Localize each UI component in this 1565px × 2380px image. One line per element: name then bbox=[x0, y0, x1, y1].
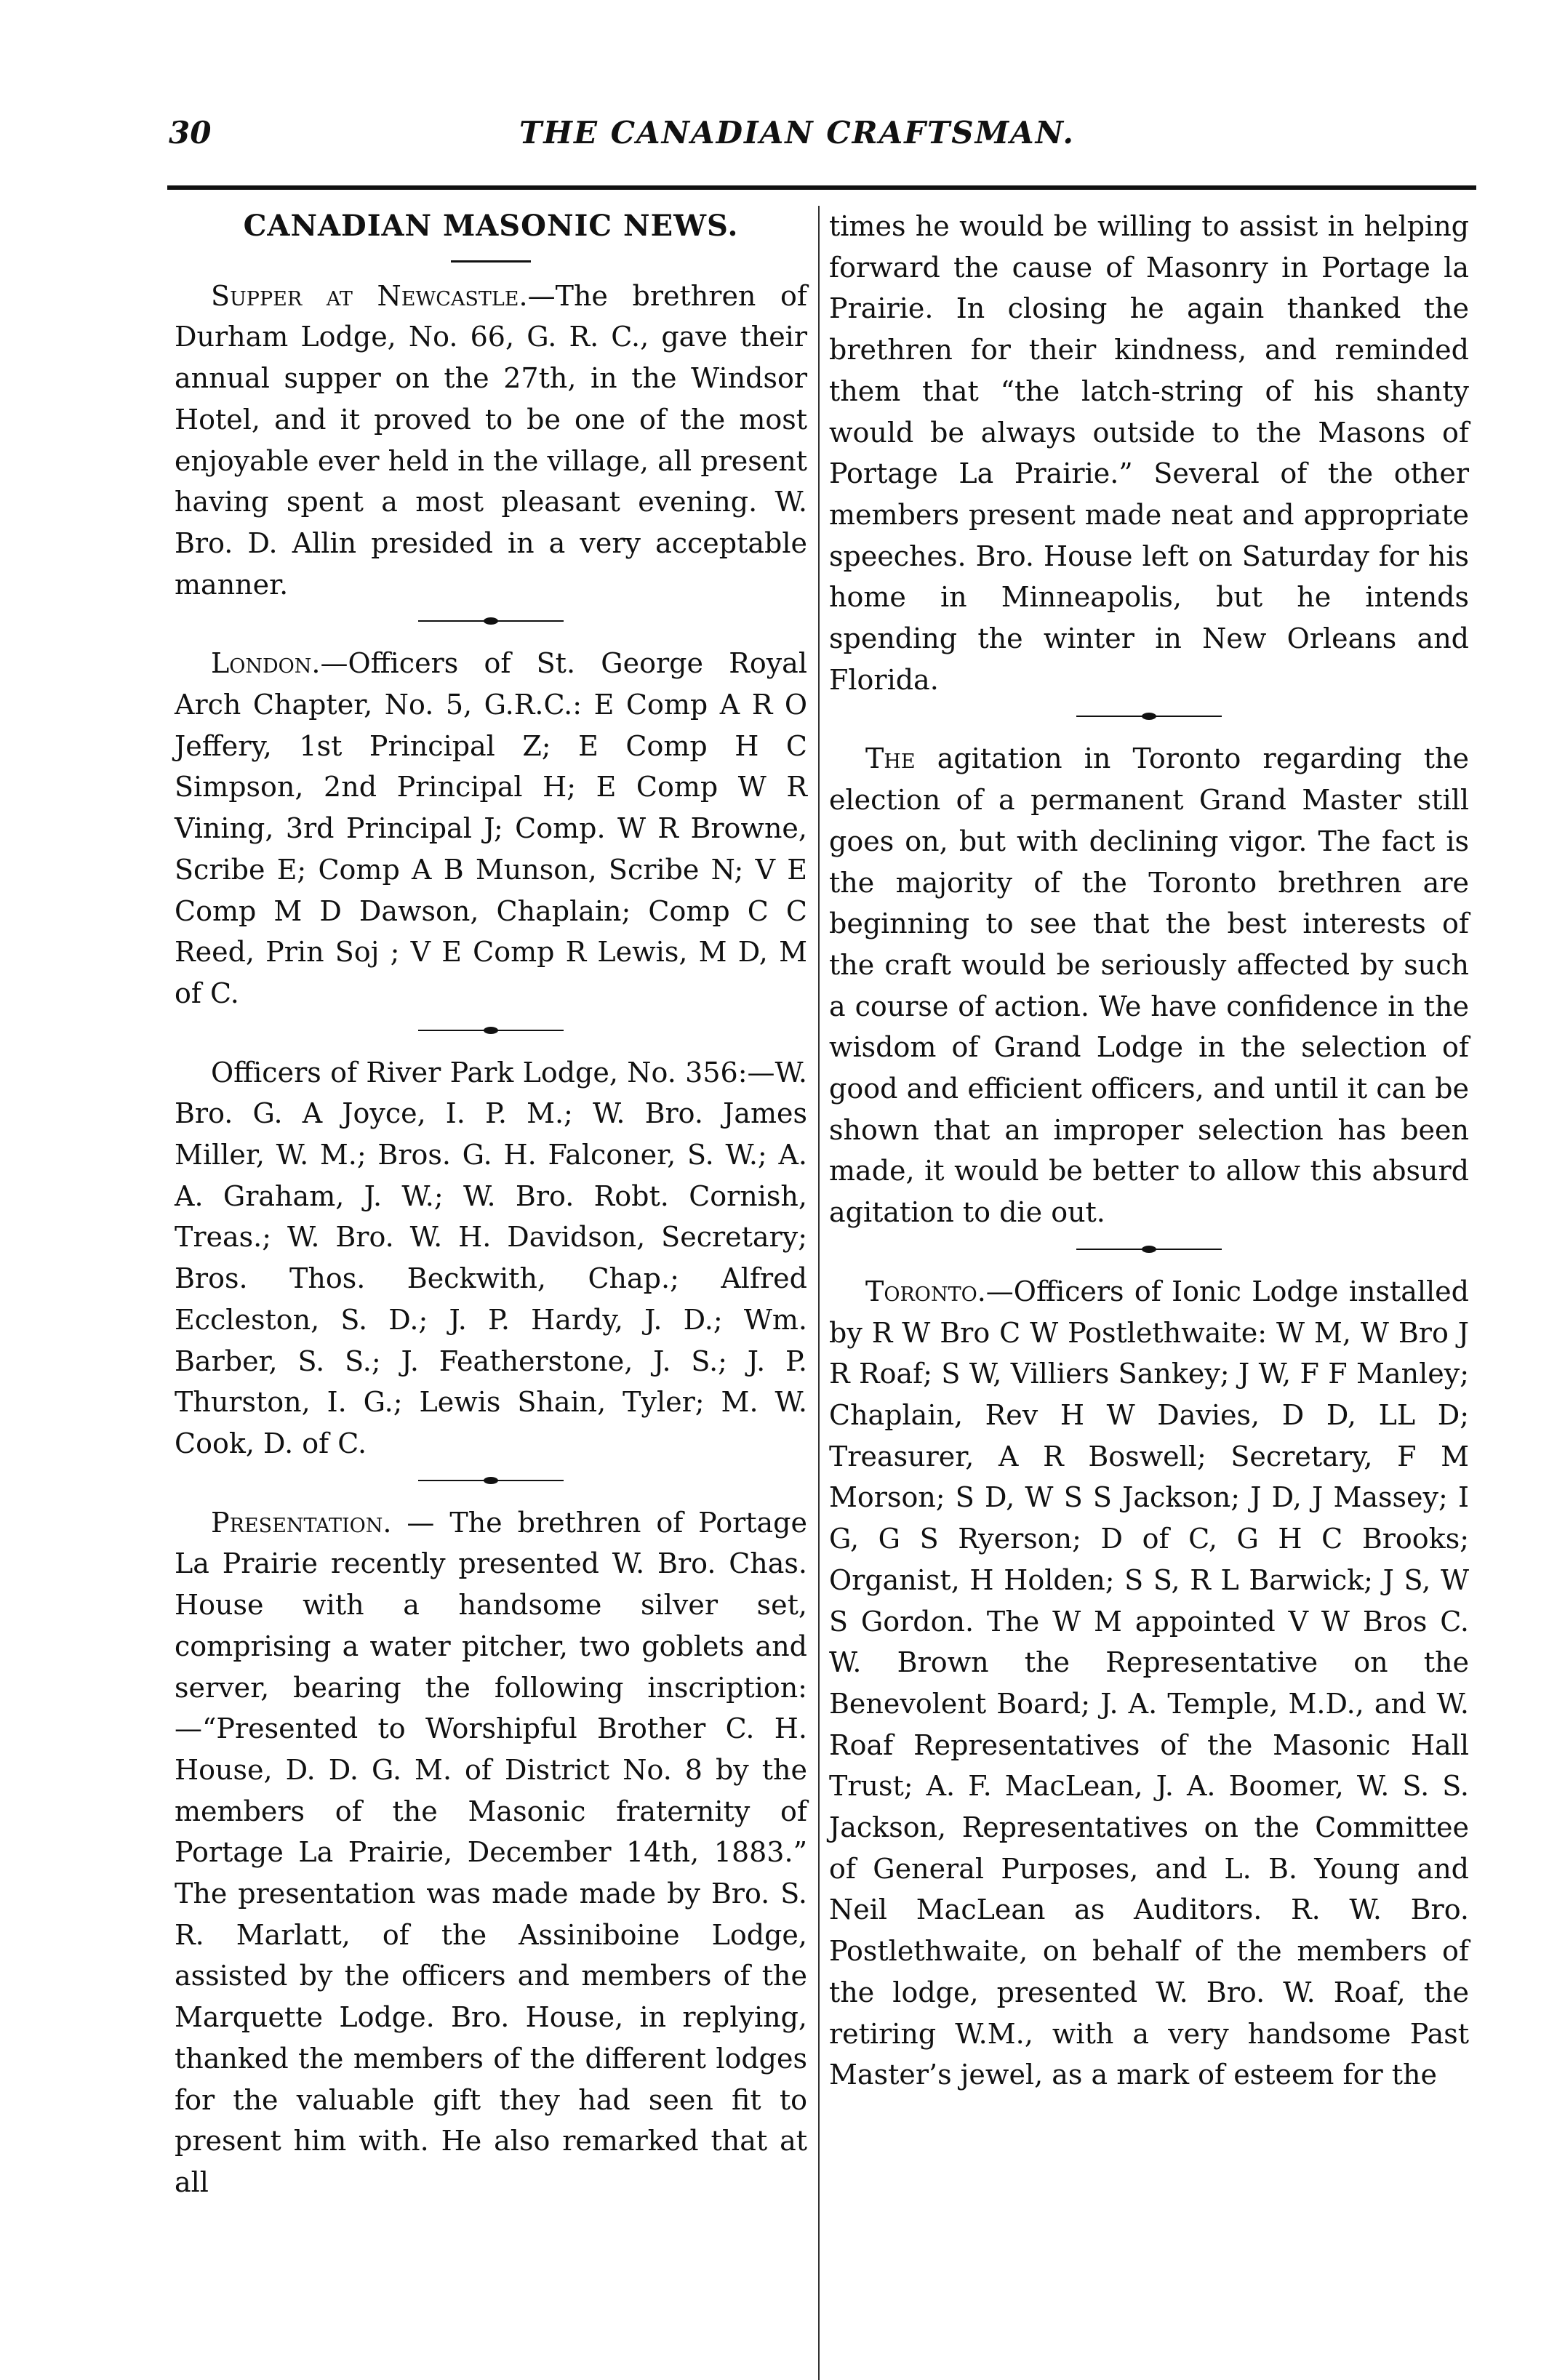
running-title: THE CANADIAN CRAFTSMAN. bbox=[519, 115, 1075, 151]
section-heading: CANADIAN MASONIC NEWS. bbox=[243, 209, 739, 243]
article-text: —The brethren of Durham Lodge, No. 66, G. R. C., gave their annual supper on the 27th, in the Windsor Hotel, and it proved to be one of the most enjoyable ever held in the village, all present having spent a most pleasant evening. W. Bro. D. Allin presided in a very acceptable manner. bbox=[175, 279, 807, 601]
article-agitation bbox=[829, 738, 1469, 1233]
article-presentation bbox=[175, 1502, 807, 2203]
article-text: —Officers of St. George Royal Arch Chapter, No. 5, G.R.C.: E Comp A R O Jeffery, 1st Principal Z; E Comp H C Simpson, 2nd Principal H; E Comp W R Vining, 3rd Principal J; Comp. W R Browne, Scribe E; Comp A B Munson, Scribe N; V E Comp M D Dawson, Chaplain; Comp C C Reed, Prin Soj ; V E Comp R Lewis, M D, M of C. bbox=[175, 647, 807, 1009]
article-river-park bbox=[175, 1052, 807, 1465]
article-london bbox=[175, 643, 807, 1014]
left-column bbox=[175, 206, 807, 2203]
right-column bbox=[829, 206, 1469, 2096]
article-text: Officers of River Park Lodge, No. 356:—W. Bro. G. A Joyce, I. P. M.; W. Bro. James Miller, W. M.; Bros. G. H. Falconer, S. W.; A. A. Graham, J. W.; W. Bro. Robt. Cornish, Treas.; W. Bro. W. H. Davidson, Secretary; Bros. Thos. Beckwith, Chap.; Alfred Eccleston, S. D.; J. P. Hardy, J. D.; Wm. Barber, S. S.; J. Featherstone, J. S.; J. P. Thurston, I. G.; Lewis Shain, Tyler; M. W. Cook, D. of C. bbox=[175, 1056, 807, 1459]
article-lead: Presentation. bbox=[211, 1506, 392, 1539]
article-text: times he would be willing to assist in helping forward the cause of Masonry in Portage la Prairie. In closing he again thanked the brethren for their kindness, and reminded them that “the latch-string of his shanty would be always outside to the Masons of Portage La Prairie.” Several of the other members present made neat and appropriate speeches. Bro. House left on Saturday for his home in Minneapolis, but he intends spending the winter in New Orleans and Florida. bbox=[829, 210, 1469, 696]
header-rule bbox=[167, 185, 1476, 190]
page-number: 30 bbox=[169, 115, 212, 151]
separator-ornament bbox=[1076, 1241, 1222, 1258]
article-lead: London. bbox=[211, 647, 321, 680]
column-divider bbox=[818, 206, 820, 2380]
article-presentation-continued bbox=[829, 206, 1469, 700]
separator-ornament bbox=[418, 1472, 564, 1489]
article-lead: The bbox=[865, 742, 916, 775]
heading-rule bbox=[451, 260, 531, 263]
article-lead: Supper at Newcastle. bbox=[211, 279, 528, 312]
article-text: — The brethren of Portage La Prairie recently presented W. Bro. Chas. House with a handsome silver set, comprising a water pitcher, two goblets and server, bearing the following inscription:—“Presented to Worshipful Brother C. H. House, D. D. G. M. of District No. 8 by the members of the Masonic fraternity of Portage La Prairie, December 14th, 1883.” The presentation was made made by Bro. S. R. Marlatt, of the Assiniboine Lodge, assisted by the officers and members of the Marquette Lodge. Bro. House, in replying, thanked the members of the different lodges for the valuable gift they had seen fit to present him with. He also remarked that at all bbox=[175, 1506, 807, 2198]
article-text: agitation in Toronto regarding the election of a permanent Grand Master still goes on, but with declining vigor. The fact is the majority of the Toronto brethren are beginning to see that the best interests of the craft would be seriously affected by such a course of action. We have confidence in the wisdom of Grand Lodge in the selection of good and efficient officers, and until it can be shown that an improper selection has been made, it would be better to allow this absurd agitation to die out. bbox=[829, 742, 1469, 1229]
article-newcastle bbox=[175, 276, 807, 606]
separator-ornament bbox=[418, 612, 564, 630]
article-lead: Toronto. bbox=[865, 1275, 986, 1307]
separator-ornament bbox=[1076, 708, 1222, 725]
separator-ornament bbox=[418, 1022, 564, 1039]
article-toronto bbox=[829, 1271, 1469, 2096]
article-text: —Officers of Ionic Lodge installed by R W Bro C W Postlethwaite: W M, W Bro J R Roaf; S W, Villiers Sankey; J W, F F Manley; Chaplain, Rev H W Davies, D D, LL D; Treasurer, A R Boswell; Secretary, F M Morson; S D, W S S Jackson; J D, J Massey; I G, G S Ryerson; D of C, G H C Brooks; Organist, H Holden; S S, R L Barwick; J S, W S Gordon. The W M appointed V W Bros C. W. Brown the Representative on the Benevolent Board; J. A. Temple, M.D., and W. Roaf Representatives of the Masonic Hall Trust; A. F. MacLean, J. A. Boomer, W. S. S. Jackson, Representatives on the Committee of General Purposes, and L. B. Young and Neil MacLean as Auditors. R. W. Bro. Postlethwaite, on behalf of the members of the lodge, presented W. Bro. W. Roaf, the retiring W.M., with a very handsome Past Master’s jewel, as a mark of esteem for the bbox=[829, 1275, 1469, 2091]
